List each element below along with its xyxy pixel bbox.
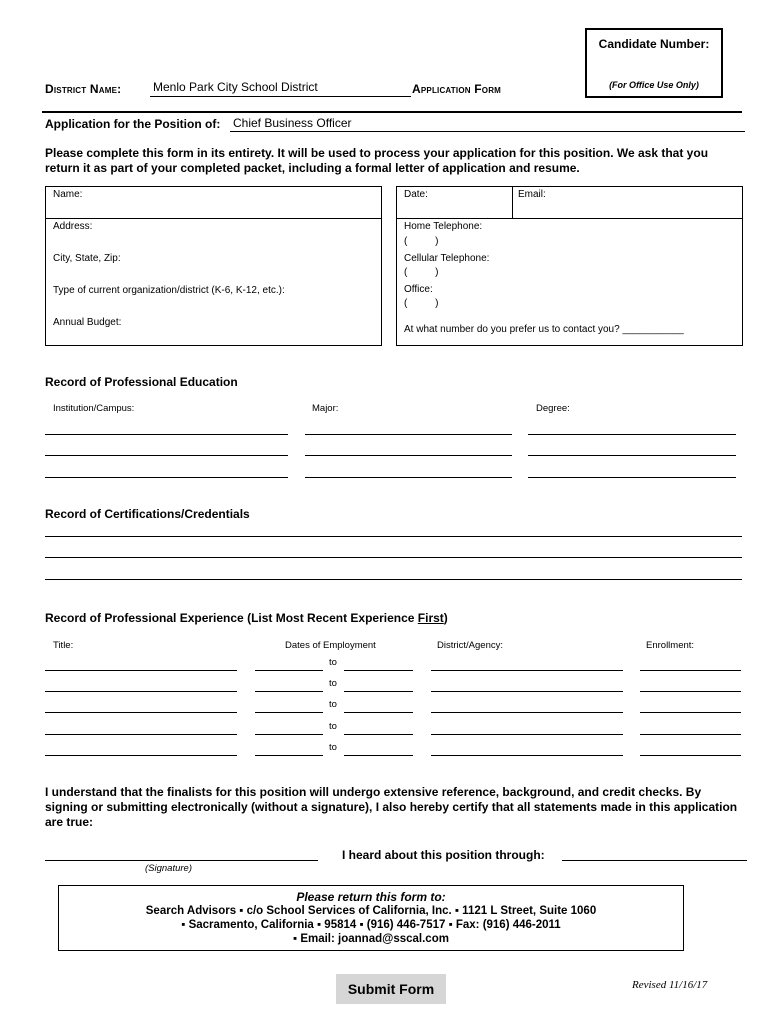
title-line[interactable]: [45, 670, 237, 671]
dates-col-label: Dates of Employment: [285, 640, 376, 651]
district-line[interactable]: [431, 755, 623, 756]
end-date-line[interactable]: [344, 734, 413, 735]
institution-line[interactable]: [45, 434, 288, 435]
position-label: Application for the Position of:: [45, 117, 221, 131]
end-date-line[interactable]: [344, 755, 413, 756]
return-line-2: ▪ Sacramento, California ▪ 95814 ▪ (916) 446-7517 ▪ Fax: (916) 446-2011: [181, 919, 561, 931]
degree-col-label: Degree:: [536, 403, 570, 414]
return-address-box: [58, 885, 684, 951]
candidate-number-label: Candidate Number:: [598, 37, 710, 51]
major-col-label: Major:: [312, 403, 339, 414]
to-label: to: [329, 678, 337, 689]
address-label: Address:: [53, 221, 93, 232]
start-date-line[interactable]: [255, 670, 323, 671]
certifications-title: Record of Certifications/Credentials: [45, 507, 250, 521]
office-area-code: ( ): [404, 298, 439, 309]
start-date-line[interactable]: [255, 691, 323, 692]
form-title: Application Form: [412, 82, 502, 96]
to-label: to: [329, 721, 337, 732]
experience-title-end: ): [443, 611, 448, 625]
email-label: Email:: [518, 189, 546, 200]
degree-line[interactable]: [528, 477, 736, 478]
return-line-1: Search Advisors ▪ c/o School Services of California, Inc. ▪ 1121 L Street, Suite 1060: [145, 905, 597, 917]
title-line[interactable]: [45, 755, 237, 756]
enrollment-line[interactable]: [640, 712, 741, 713]
title-line[interactable]: [45, 691, 237, 692]
name-label: Name:: [53, 189, 83, 200]
date-email-divider: [512, 186, 513, 218]
heard-about-label: I heard about this position through:: [342, 848, 545, 862]
office-use-note: (For Office Use Only): [609, 80, 699, 90]
district-line[interactable]: [431, 670, 623, 671]
annual-budget-label: Annual Budget:: [53, 317, 122, 328]
district-line[interactable]: [431, 734, 623, 735]
education-title: Record of Professional Education: [45, 375, 238, 389]
to-label: to: [329, 657, 337, 668]
enrollment-line[interactable]: [640, 755, 741, 756]
experience-title: [45, 611, 448, 625]
signature-line[interactable]: [45, 860, 318, 861]
row-divider: [396, 218, 743, 219]
enrollment-line[interactable]: [640, 734, 741, 735]
experience-title-text: Record of Professional Experience (List Most Recent Experience: [45, 611, 418, 625]
start-date-line[interactable]: [255, 712, 323, 713]
enrollment-line[interactable]: [640, 691, 741, 692]
district-col-label: District/Agency:: [437, 640, 503, 651]
institution-line[interactable]: [45, 455, 288, 456]
revised-date: Revised 11/16/17: [632, 979, 708, 991]
major-line[interactable]: [305, 434, 512, 435]
row-divider: [45, 218, 382, 219]
major-line[interactable]: [305, 477, 512, 478]
office-label: Office:: [404, 284, 433, 295]
title-line[interactable]: [45, 734, 237, 735]
submit-form-button[interactable]: Submit Form: [336, 974, 446, 1004]
home-telephone-label: Home Telephone:: [404, 221, 483, 232]
degree-line[interactable]: [528, 434, 736, 435]
certification-line[interactable]: [45, 557, 742, 558]
degree-line[interactable]: [528, 455, 736, 456]
institution-line[interactable]: [45, 477, 288, 478]
district-name-label: District Name:: [45, 82, 122, 96]
institution-col-label: Institution/Campus:: [53, 403, 135, 414]
certification-line[interactable]: [45, 579, 742, 580]
certification-statement: I understand that the finalists for this position will undergo extensive reference, background, and credit checks. By signing or submitting electronically (without a signature), I also hereby certify that all statements made in this application are true:: [45, 785, 738, 829]
contact-right-box: [396, 186, 743, 346]
preferred-number-label: At what number do you prefer us to contact you? ___________: [404, 324, 684, 335]
cell-area-code: ( ): [404, 267, 439, 278]
end-date-line[interactable]: [344, 712, 413, 713]
header-divider: [42, 111, 742, 113]
district-line[interactable]: [431, 691, 623, 692]
position-field[interactable]: Chief Business Officer: [230, 116, 745, 132]
title-line[interactable]: [45, 712, 237, 713]
candidate-number-box: [585, 28, 723, 98]
to-label: to: [329, 699, 337, 710]
experience-title-emphasis: First: [417, 611, 444, 625]
date-label: Date:: [404, 189, 428, 200]
to-label: to: [329, 742, 337, 753]
end-date-line[interactable]: [344, 670, 413, 671]
enrollment-col-label: Enrollment:: [646, 640, 695, 651]
district-name-field[interactable]: Menlo Park City School District: [150, 80, 411, 97]
org-type-label: Type of current organization/district (K-6, K-12, etc.):: [53, 285, 285, 296]
end-date-line[interactable]: [344, 691, 413, 692]
home-area-code: ( ): [404, 236, 439, 247]
major-line[interactable]: [305, 455, 512, 456]
enrollment-line[interactable]: [640, 670, 741, 671]
return-line-3: ▪ Email: joannad@sscal.com: [293, 933, 449, 945]
cellular-telephone-label: Cellular Telephone:: [404, 253, 490, 264]
district-line[interactable]: [431, 712, 623, 713]
instructions-text: Please complete this form in its entirety. It will be used to process your application for this position. We ask that you return it as part of your completed packet, including a formal letter of application and resume.: [45, 146, 709, 175]
heard-about-line[interactable]: [562, 860, 747, 861]
start-date-line[interactable]: [255, 734, 323, 735]
city-state-zip-label: City, State, Zip:: [53, 253, 121, 264]
certification-line[interactable]: [45, 536, 742, 537]
title-col-label: Title:: [53, 640, 74, 651]
return-title: Please return this form to:: [296, 890, 446, 904]
start-date-line[interactable]: [255, 755, 323, 756]
signature-label: (Signature): [145, 863, 192, 874]
